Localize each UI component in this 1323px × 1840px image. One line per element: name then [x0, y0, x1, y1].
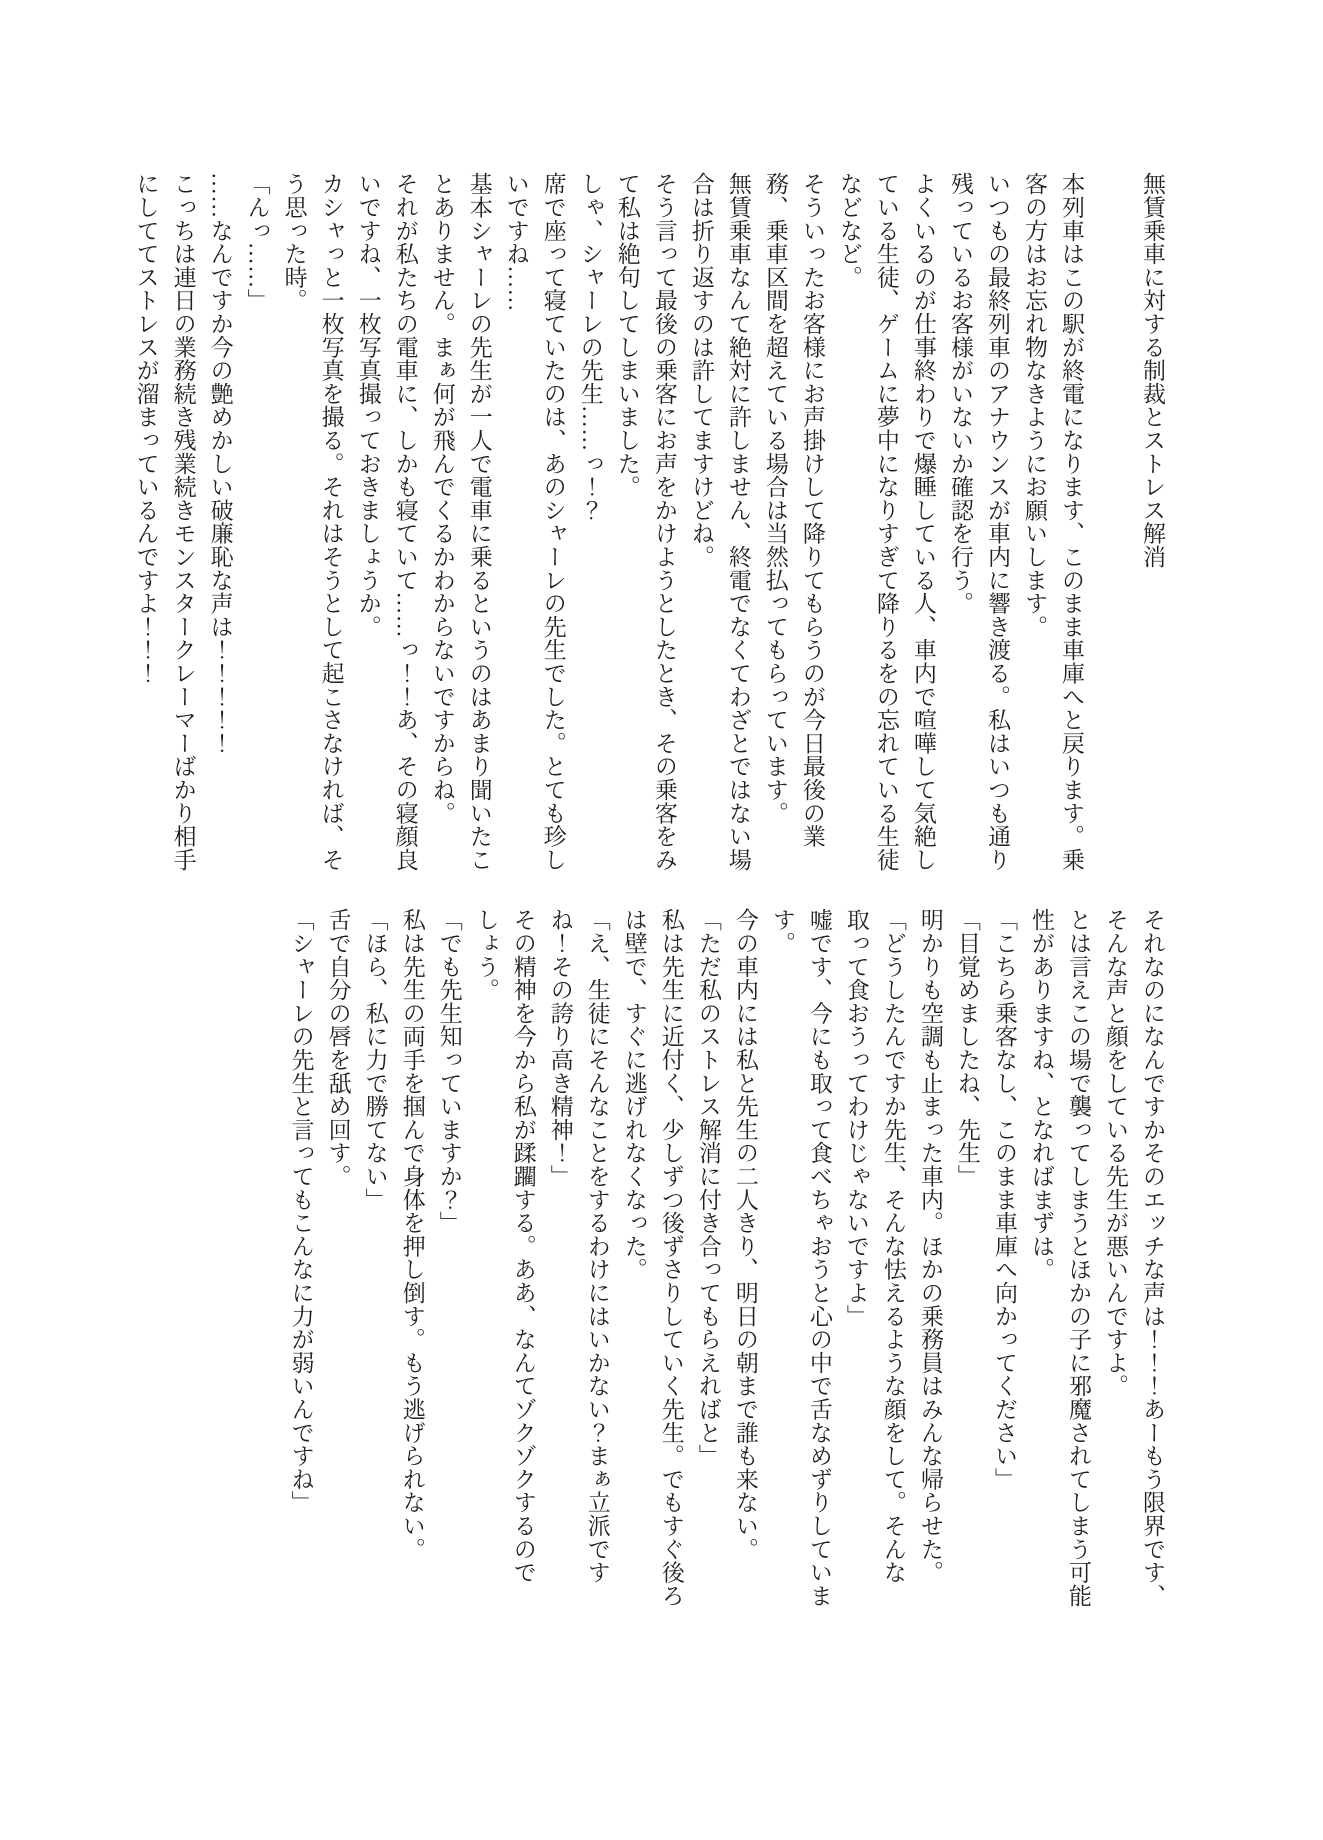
- story-paragraph: いつもの最終列車のアナウンスが車内に響き渡る。私はいつも通り残っているお客様がいないか確認を行う。: [947, 172, 1010, 871]
- story-paragraph: ……なんですか今の艶めかしい破廉恥な声は！！！！！: [207, 172, 233, 755]
- story-paragraph: 基本シャーレの先生が一人で電車に乗るというのはあまり聞いたことありません。まぁ何が飛んでくるかわからないですからね。: [429, 172, 492, 871]
- story-paragraph: 無賃乗車なんて絶対に許しません、終電でなくてわざとではない場合は折り返すのは許してますけどね。: [688, 172, 751, 871]
- story-paragraph: 席で座って寝ていたのは、あのシャーレの先生でした。とても珍しいですね……: [503, 172, 566, 871]
- story-paragraph: その精神を今から私が蹂躙する。ああ、なんてゾクゾクするのでしょう。: [473, 908, 536, 1584]
- story-paragraph: それなのになんですかそのエッチな声は！！！あーもう限界です、そんな声と顔をしている先生が悪いんですよ。: [1102, 908, 1165, 1607]
- story-paragraph: 明かりも空調も止まった車内。ほかの乗務員はみんな帰らせた。: [917, 908, 943, 1584]
- story-paragraph: 舌で自分の唇を舐め回す。: [325, 908, 351, 1188]
- story-paragraph: 「シャーレの先生と言ってもこんなに力が弱いんですね」: [288, 908, 314, 1514]
- story-paragraph: 本列車はこの駅が終電になります、このまま車庫へと戻ります。乗客の方はお忘れ物なきようにお願いします。: [1021, 172, 1084, 871]
- story-paragraph: 「こちら乗客なし、このまま車庫へ向かってください」: [991, 908, 1017, 1491]
- story-paragraph: 「え、生徒にそんなことをするわけにはいかない？まぁ立派ですね！その誇り高き精神！」: [547, 908, 610, 1584]
- story-paragraph: 「ほら、私に力で勝てない」: [362, 908, 388, 1211]
- story-paragraph: よくいるのが仕事終わりで爆睡している人、車内で喧嘩して気絶している生徒、ゲームに夢中になりすぎて降りるをの忘れている生徒などなど。: [836, 172, 936, 871]
- story-body-top: [128, 172, 1090, 886]
- story-paragraph: 「どうしたんですか先生、そんな怯えるような顔をして。そんな取って食おうってわけじゃないですよ」: [843, 908, 906, 1584]
- story-paragraph: 「んっ……」: [244, 172, 270, 312]
- story-paragraph: 「でも先生知っていますか？」: [436, 908, 462, 1235]
- story-paragraph: 今の車内には私と先生の二人きり、明日の朝まで誰も来ない。: [732, 908, 758, 1561]
- story-paragraph: そういったお客様にお声掛けして降りてもらうのが今日最後の業務、乗車区間を超えている場合は当然払ってもらっています。: [762, 172, 825, 848]
- story-paragraph: そう言って最後の乗客にお声をかけようとしたとき、その乗客をみて私は絶句してしまいました。: [614, 172, 677, 871]
- story-paragraph: とは言えこの場で襲ってしまうとほかの子に邪魔されてしまう可能性がありますね、となればまずは。: [1028, 908, 1091, 1607]
- story-title: 無賃乗車に対する制裁とストレス解消: [1140, 172, 1165, 569]
- story-paragraph: カシャっと一枚写真を撮る。それはそうとして起こさなければ、そう思った時。: [281, 172, 344, 871]
- story-paragraph: それが私たちの電車に、しかも寝ていて……っ！！あ、その寝顔良いですね、一枚写真撮っておきましょうか。: [355, 172, 418, 871]
- story-paragraph: 私は先生に近付く、少しずつ後ずさりしていく先生。でもすぐ後ろは壁で、すぐに逃げれなくなった。: [621, 908, 684, 1607]
- story-paragraph: 「ただ私のストレス解消に付き合ってもらえればと」: [695, 908, 721, 1468]
- story-body-bottom: [283, 908, 1171, 1622]
- story-paragraph: 嘘です、今にも取って食べちゃおうと心の中で舌なめずりしています。: [769, 908, 832, 1607]
- story-paragraph: こっちは連日の業務続き残業続きモンスタークレーマーばかり相手にしててストレスが溜まっているんですよ！！！: [133, 172, 196, 871]
- story-section-bottom: [283, 908, 1171, 1622]
- story-section-top: [128, 172, 1171, 886]
- story-paragraph: しゃ、シャーレの先生……っ！？: [577, 172, 603, 522]
- story-paragraph: 「目覚めましたね、先生」: [954, 908, 980, 1188]
- story-paragraph: 私は先生の両手を掴んで身体を押し倒す。もう逃げられない。: [399, 908, 425, 1561]
